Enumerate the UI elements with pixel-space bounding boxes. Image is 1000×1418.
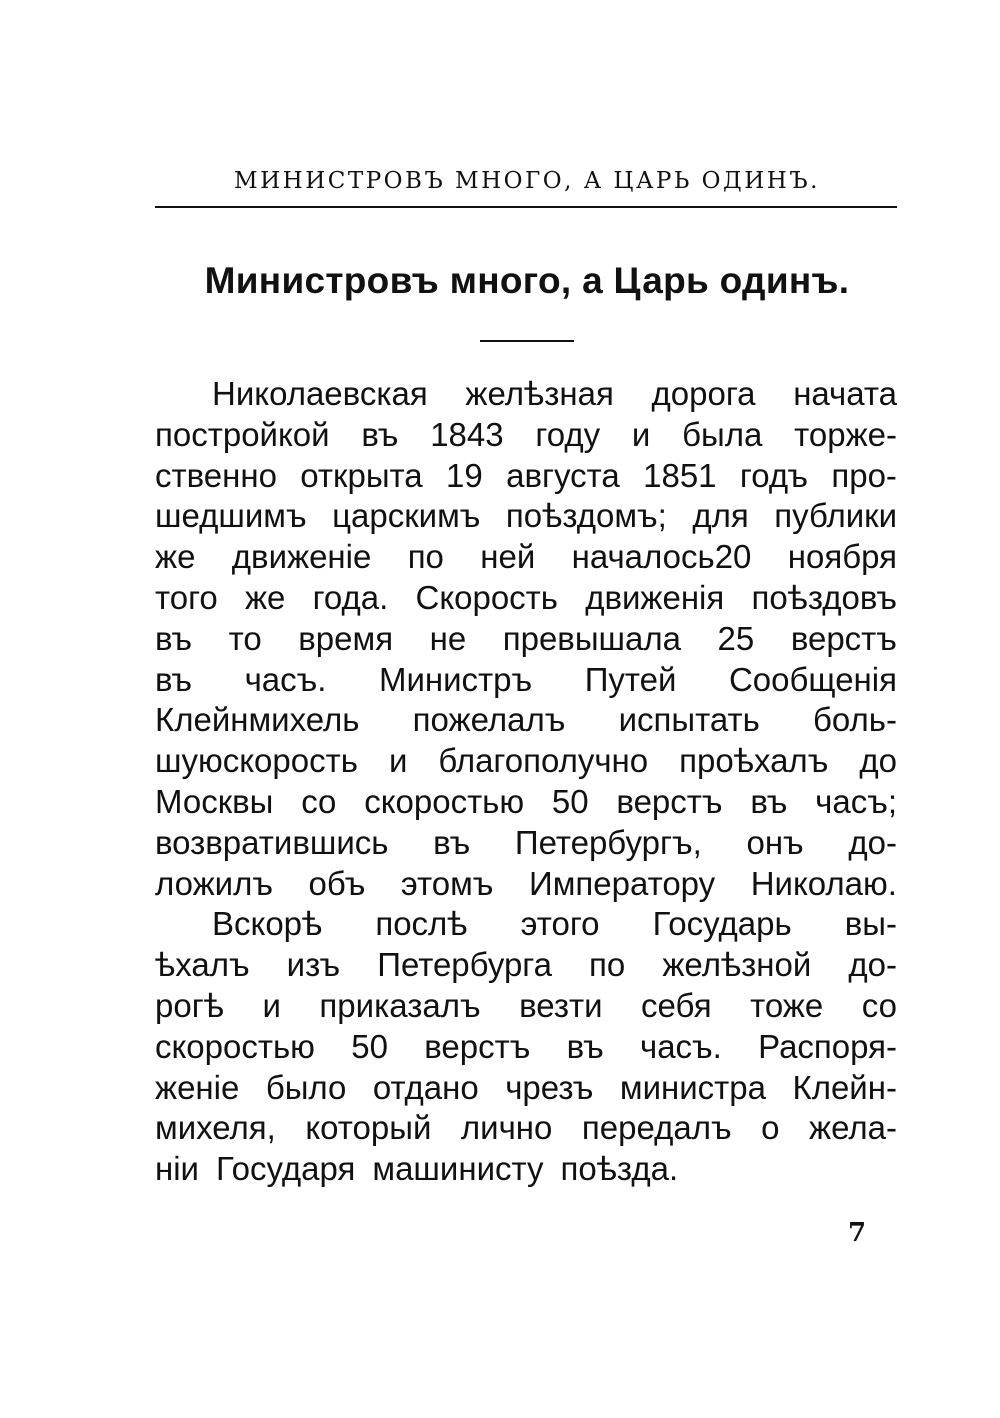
word: про- — [831, 456, 897, 494]
text-line — [155, 1068, 897, 1109]
word: торже- — [794, 415, 897, 453]
word: превышала — [502, 619, 681, 657]
word: ней — [480, 538, 536, 576]
word: Скорость — [415, 578, 558, 616]
word: года. — [312, 578, 389, 616]
text-line — [155, 456, 897, 497]
chapter-title: Министровъ много, а Царь одинъ. — [204, 260, 850, 301]
page-number: 7 — [848, 1218, 867, 1248]
word: везти — [519, 986, 603, 1024]
word: 50 — [551, 782, 589, 820]
word: поѣздомъ; — [505, 497, 667, 535]
word: же — [244, 578, 286, 616]
word: пожелалъ — [412, 701, 566, 739]
running-head: МИНИСТРОВЪ МНОГО, А ЦАРЬ ОДИНЪ. — [234, 168, 820, 194]
text-line — [155, 578, 897, 619]
word: передалъ — [581, 1109, 732, 1147]
word: часъ. — [640, 1027, 722, 1065]
word: верстъ — [616, 782, 723, 820]
text-line — [155, 1149, 897, 1190]
word: рогѣ — [155, 986, 224, 1024]
word: женіе — [155, 1068, 240, 1106]
text-line — [155, 1027, 897, 1068]
word: въ — [566, 1027, 604, 1065]
word: въ — [155, 619, 193, 657]
word: себя — [641, 986, 712, 1024]
word: ноября — [787, 538, 897, 576]
word: чрезъ — [505, 1068, 594, 1106]
word: министра — [619, 1068, 766, 1106]
word: до- — [848, 823, 897, 861]
word: часъ. — [244, 660, 327, 698]
word: скоростью — [364, 782, 525, 820]
word: была — [682, 415, 763, 453]
text-line — [155, 619, 897, 660]
word: желѣзная — [465, 375, 614, 412]
word: Распоря- — [758, 1027, 897, 1065]
word: Петербургъ, — [514, 823, 702, 861]
word: поѣздовъ — [751, 578, 897, 616]
word: для — [692, 497, 749, 535]
word: того — [155, 578, 218, 616]
word: движеніе — [231, 538, 372, 576]
word: приказалъ — [319, 986, 481, 1024]
header-rule — [155, 206, 897, 208]
word: со — [301, 782, 337, 820]
word: и — [388, 742, 408, 780]
word: годъ — [739, 456, 808, 494]
text-line — [155, 904, 897, 945]
word: изъ — [286, 946, 341, 984]
word: въ — [361, 415, 399, 453]
word: о — [761, 1109, 780, 1147]
word: лично — [460, 1109, 553, 1147]
word: царскимъ — [332, 497, 481, 535]
word: Клейнмихель — [155, 701, 360, 739]
word: жела- — [809, 1109, 897, 1147]
text-line — [155, 782, 897, 823]
word: боль- — [813, 701, 897, 739]
word: шедшимъ — [155, 497, 307, 535]
word: который — [305, 1109, 432, 1147]
word: Государь — [652, 905, 792, 943]
word: по — [589, 946, 626, 984]
word: михеля, — [155, 1109, 276, 1147]
word: же — [155, 538, 196, 576]
word: ѣхалъ — [155, 946, 250, 984]
word: году — [535, 415, 601, 453]
word: то — [228, 619, 262, 657]
word: до- — [848, 946, 897, 984]
word: и — [631, 415, 651, 453]
word: открыта — [300, 456, 423, 494]
word: Москвы — [155, 782, 274, 820]
word: началось20 — [571, 538, 752, 576]
word: объ — [308, 864, 366, 902]
text-line — [155, 1108, 897, 1149]
word: 19 — [446, 456, 483, 494]
word: Клейн- — [792, 1068, 897, 1106]
word: Николаю. — [750, 864, 897, 902]
word: и — [262, 986, 281, 1024]
word: скоростью — [155, 1027, 315, 1065]
word: ложилъ — [155, 864, 273, 902]
word: желѣзной — [662, 946, 812, 984]
body-text — [155, 374, 897, 1190]
word: не — [429, 619, 467, 657]
text-line — [155, 986, 897, 1027]
word: этого — [520, 905, 600, 943]
text-line — [155, 864, 897, 905]
text-line — [155, 415, 897, 456]
word: движенія — [585, 578, 725, 616]
text-line — [155, 700, 897, 741]
word: Государя — [216, 1150, 356, 1188]
word: отдано — [372, 1068, 479, 1106]
title-rule — [480, 340, 574, 342]
word: публики — [774, 497, 897, 535]
word: возвратившись — [155, 823, 389, 861]
word: ніи — [155, 1150, 199, 1188]
text-line — [155, 945, 897, 986]
text-line — [155, 496, 897, 537]
word: начата — [793, 375, 897, 412]
word: въ — [750, 782, 788, 820]
word: машинисту — [372, 1150, 544, 1188]
word: часъ; — [815, 782, 897, 820]
word: послѣ — [375, 905, 468, 943]
word: время — [298, 619, 394, 657]
word: августа — [506, 456, 620, 494]
word: проѣхалъ — [679, 742, 829, 780]
text-line — [155, 374, 897, 415]
word: въ — [155, 660, 193, 698]
word: 1843 — [430, 415, 504, 453]
word: 1851 — [643, 456, 717, 494]
word: Вскорѣ — [212, 905, 323, 943]
word: ственно — [155, 456, 277, 494]
word: Сообщенія — [728, 660, 897, 698]
word: поѣзда. — [560, 1150, 679, 1188]
word: было — [265, 1068, 347, 1106]
word: Петербурга — [377, 946, 552, 984]
text-line — [155, 537, 897, 578]
word: шуюскорость — [155, 742, 358, 780]
word: до — [859, 742, 897, 780]
text-line — [155, 823, 897, 864]
word: Путей — [584, 660, 677, 698]
word: Императору — [528, 864, 716, 902]
word: верстъ — [790, 619, 897, 657]
word: Министръ — [378, 660, 533, 698]
text-line — [155, 660, 897, 701]
word: испытать — [618, 701, 760, 739]
text-line — [155, 741, 897, 782]
word: 25 — [717, 619, 755, 657]
word: благополучно — [438, 742, 649, 780]
word: со — [861, 986, 897, 1024]
word: въ — [433, 823, 471, 861]
word: тоже — [750, 986, 824, 1024]
word: Николаевская — [212, 375, 428, 412]
word: 50 — [351, 1027, 388, 1065]
word: онъ — [746, 823, 804, 861]
word: дорога — [651, 375, 756, 412]
word: по — [407, 538, 444, 576]
word: вы- — [844, 905, 897, 943]
word: верстъ — [424, 1027, 531, 1065]
word: постройкой — [155, 415, 330, 453]
word: этомъ — [400, 864, 494, 902]
